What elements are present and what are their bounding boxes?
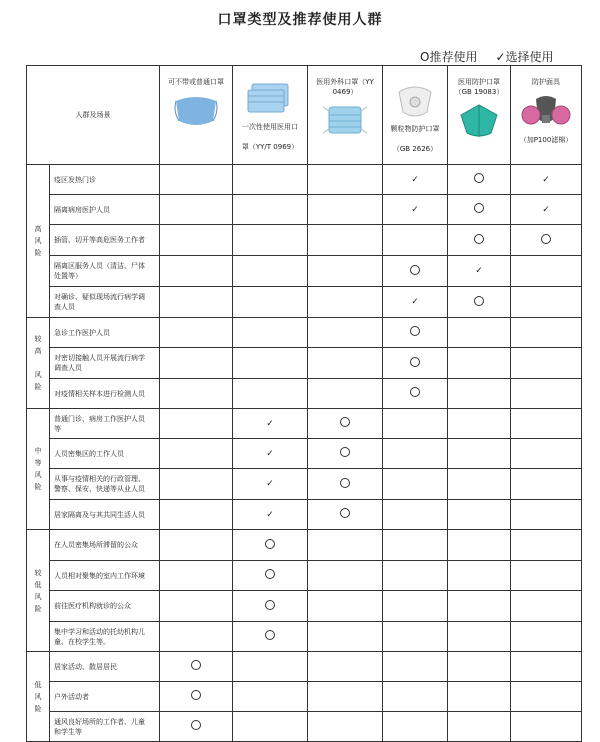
mask-header-2 xyxy=(308,66,383,165)
mark-cell xyxy=(308,500,383,530)
risk-category: 较 低 风 险 xyxy=(27,530,50,652)
recommended-circle-icon xyxy=(410,357,420,367)
mark-cell xyxy=(233,500,308,530)
mark-cell xyxy=(383,348,448,379)
mark-cell xyxy=(233,469,308,500)
risk-category: 中 等 风 险 xyxy=(27,409,50,530)
mark-cell xyxy=(308,225,383,256)
risk-category: 较 高 风 险 xyxy=(27,318,50,409)
mark-cell xyxy=(160,591,233,622)
mask-header-0 xyxy=(160,66,233,165)
mark-cell xyxy=(383,287,448,318)
legend xyxy=(420,48,554,65)
mark-cell xyxy=(308,622,383,652)
mark-cell xyxy=(383,439,448,469)
scenario-cell: 疫区发热门诊 xyxy=(50,165,160,195)
scenario-cell: 插管、切开等高危医务工作者 xyxy=(50,225,160,256)
mark-cell xyxy=(511,348,582,379)
mark-cell xyxy=(308,561,383,591)
mark-cell xyxy=(448,712,511,742)
table-row xyxy=(27,591,582,622)
mark-cell xyxy=(448,652,511,682)
mark-cell xyxy=(383,409,448,439)
mask-header-3 xyxy=(383,66,448,165)
legend-recommended: O推荐使用 xyxy=(420,50,478,64)
mask-standard: （加P100滤棉） xyxy=(519,136,573,144)
mark-cell xyxy=(448,439,511,469)
mark-cell xyxy=(448,530,511,561)
table-row xyxy=(27,652,582,682)
scenario-cell: 对密切接触人员开展流行病学 调查人员 xyxy=(50,348,160,379)
mark-cell xyxy=(511,469,582,500)
mark-cell xyxy=(160,622,233,652)
recommended-circle-icon xyxy=(191,660,201,670)
recommended-circle-icon xyxy=(191,690,201,700)
mark-cell xyxy=(511,439,582,469)
recommended-circle-icon xyxy=(265,539,275,549)
mask-image-icon xyxy=(308,101,382,139)
scenario-cell: 对疫情相关样本进行检测人员 xyxy=(50,379,160,409)
mark-cell xyxy=(308,712,383,742)
optional-check-icon: ✓ xyxy=(542,174,550,185)
mark-cell xyxy=(383,469,448,500)
scenario-cell: 集中学习和活动的托幼机构儿 童、在校学生等。 xyxy=(50,622,160,652)
table-row xyxy=(27,622,582,652)
mask-header-1 xyxy=(233,66,308,165)
scenario-cell: 居家隔离及与其共同生活人员 xyxy=(50,500,160,530)
mark-cell xyxy=(233,712,308,742)
table-row xyxy=(27,225,582,256)
mask-name: 医用外科口罩（YY 0469） xyxy=(316,78,374,96)
table-row xyxy=(27,530,582,561)
recommended-circle-icon xyxy=(340,508,350,518)
risk-category: 高 风 险 xyxy=(27,165,50,318)
table-row xyxy=(27,712,582,742)
mark-cell xyxy=(448,165,511,195)
mark-cell xyxy=(383,318,448,348)
optional-check-icon: ✓ xyxy=(266,479,274,489)
mask-image-icon xyxy=(233,80,307,118)
mark-cell xyxy=(383,256,448,287)
mark-cell xyxy=(448,409,511,439)
mark-cell xyxy=(308,379,383,409)
mark-cell xyxy=(511,256,582,287)
header-row xyxy=(27,66,582,165)
table-row xyxy=(27,409,582,439)
recommended-circle-icon xyxy=(265,600,275,610)
mark-cell xyxy=(308,591,383,622)
mark-cell xyxy=(511,287,582,318)
mark-cell xyxy=(233,652,308,682)
mark-cell xyxy=(383,195,448,225)
mark-cell xyxy=(160,379,233,409)
mark-cell xyxy=(448,379,511,409)
mark-cell xyxy=(160,409,233,439)
recommended-circle-icon xyxy=(541,234,551,244)
mark-cell xyxy=(160,287,233,318)
mark-cell xyxy=(511,591,582,622)
recommended-circle-icon xyxy=(410,387,420,397)
population-label: 人群及场景 xyxy=(75,111,111,119)
legend-optional: ✓选择使用 xyxy=(495,50,554,64)
mark-cell xyxy=(308,195,383,225)
mark-cell xyxy=(383,712,448,742)
optional-check-icon: ✓ xyxy=(266,418,274,429)
mark-cell xyxy=(383,379,448,409)
recommended-circle-icon xyxy=(340,478,350,488)
mark-cell xyxy=(383,225,448,256)
mark-cell xyxy=(233,225,308,256)
optional-check-icon: ✓ xyxy=(266,448,274,459)
recommended-circle-icon xyxy=(340,447,350,457)
mark-cell xyxy=(233,318,308,348)
mark-cell xyxy=(383,591,448,622)
mark-cell xyxy=(233,348,308,379)
table-row xyxy=(27,561,582,591)
mask-name: 可不带或普通口罩 xyxy=(168,78,224,86)
mark-cell xyxy=(160,256,233,287)
optional-check-icon: ✓ xyxy=(411,174,419,185)
mark-cell xyxy=(160,318,233,348)
mark-cell xyxy=(383,682,448,712)
scenario-cell: 人员相对聚集的室内工作环境 xyxy=(50,561,160,591)
scenario-cell: 从事与疫情相关的行政管理、 警察、保安、快递等从业人员 xyxy=(50,469,160,500)
optional-check-icon: ✓ xyxy=(411,297,419,307)
scenario-cell: 户外活动者 xyxy=(50,682,160,712)
mark-cell xyxy=(308,318,383,348)
scenario-cell: 隔离区服务人员（清洁、尸体 处置等） xyxy=(50,256,160,287)
mark-cell xyxy=(160,712,233,742)
table-row xyxy=(27,500,582,530)
mark-cell xyxy=(233,165,308,195)
mark-cell xyxy=(308,652,383,682)
table-row xyxy=(27,165,582,195)
mark-cell xyxy=(160,500,233,530)
mark-cell xyxy=(308,439,383,469)
recommended-circle-icon xyxy=(474,234,484,244)
table-row xyxy=(27,195,582,225)
mark-cell xyxy=(233,409,308,439)
mark-cell xyxy=(233,591,308,622)
mark-cell xyxy=(448,348,511,379)
scenario-cell: 人员密集区的工作人员 xyxy=(50,439,160,469)
risk-category: 低 风 险 xyxy=(27,652,50,742)
mask-name: 医用防护口罩 （GB 19083） xyxy=(454,78,504,96)
mask-image-icon xyxy=(383,80,447,120)
recommended-circle-icon xyxy=(474,173,484,183)
mark-cell xyxy=(160,225,233,256)
mark-cell xyxy=(511,682,582,712)
mark-cell xyxy=(233,379,308,409)
mark-cell xyxy=(511,530,582,561)
mark-cell xyxy=(448,469,511,500)
mark-cell xyxy=(448,225,511,256)
mark-cell xyxy=(511,409,582,439)
mark-cell xyxy=(160,165,233,195)
mark-cell xyxy=(308,256,383,287)
mark-cell xyxy=(448,561,511,591)
mark-cell xyxy=(160,195,233,225)
mark-cell xyxy=(233,682,308,712)
mask-recommendation-table xyxy=(26,65,582,742)
mark-cell xyxy=(160,530,233,561)
mark-cell xyxy=(160,652,233,682)
scenario-cell: 通风良好场所的工作者、儿童 和学生等 xyxy=(50,712,160,742)
mark-cell xyxy=(448,287,511,318)
scenario-cell: 隔离病房医护人员 xyxy=(50,195,160,225)
mark-cell xyxy=(511,225,582,256)
population-header xyxy=(27,66,160,165)
optional-check-icon: ✓ xyxy=(542,204,550,215)
mark-cell xyxy=(308,682,383,712)
mark-cell xyxy=(383,622,448,652)
page-title: 口罩类型及推荐使用人群 xyxy=(217,12,383,28)
recommended-circle-icon xyxy=(340,417,350,427)
mark-cell xyxy=(233,561,308,591)
scenario-cell: 对确诊、疑似现场流行病学调 查人员 xyxy=(50,287,160,318)
mark-cell xyxy=(511,195,582,225)
recommended-circle-icon xyxy=(474,296,484,306)
recommended-circle-icon xyxy=(265,630,275,640)
table-row xyxy=(27,318,582,348)
scenario-cell: 前往医疗机构就诊的公众 xyxy=(50,591,160,622)
table-row xyxy=(27,256,582,287)
mark-cell xyxy=(308,348,383,379)
mark-cell xyxy=(160,348,233,379)
scenario-cell: 急诊工作医护人员 xyxy=(50,318,160,348)
mark-cell xyxy=(160,682,233,712)
mark-cell xyxy=(233,256,308,287)
optional-check-icon: ✓ xyxy=(475,266,483,276)
table-row xyxy=(27,439,582,469)
mark-cell xyxy=(511,318,582,348)
table-row xyxy=(27,379,582,409)
mark-cell xyxy=(383,561,448,591)
optional-check-icon: ✓ xyxy=(411,204,419,215)
mark-cell xyxy=(233,530,308,561)
mask-name: 防护面具 xyxy=(532,78,560,86)
mask-image-icon xyxy=(448,101,510,141)
mark-cell xyxy=(511,379,582,409)
mark-cell xyxy=(233,195,308,225)
table-row xyxy=(27,469,582,500)
scenario-cell: 普通门诊、病房工作医护人员 等 xyxy=(50,409,160,439)
mark-cell xyxy=(308,409,383,439)
mask-header-4 xyxy=(448,66,511,165)
mark-cell xyxy=(233,439,308,469)
mark-cell xyxy=(383,165,448,195)
mark-cell xyxy=(511,500,582,530)
mark-cell xyxy=(308,165,383,195)
table-row xyxy=(27,348,582,379)
mark-cell xyxy=(511,712,582,742)
mask-image-icon xyxy=(511,91,581,131)
mark-cell xyxy=(511,561,582,591)
table-row xyxy=(27,682,582,712)
mark-cell xyxy=(448,682,511,712)
mark-cell xyxy=(511,622,582,652)
mark-cell xyxy=(308,287,383,318)
recommended-circle-icon xyxy=(265,569,275,579)
scenario-cell: 在人员密集场所滞留的公众 xyxy=(50,530,160,561)
mask-image-icon xyxy=(160,91,232,129)
mark-cell xyxy=(448,318,511,348)
mark-cell xyxy=(448,500,511,530)
mark-cell xyxy=(448,622,511,652)
recommended-circle-icon xyxy=(474,203,484,213)
recommended-circle-icon xyxy=(410,326,420,336)
mark-cell xyxy=(383,530,448,561)
mark-cell xyxy=(511,652,582,682)
mark-cell xyxy=(160,561,233,591)
mark-cell xyxy=(511,165,582,195)
recommended-circle-icon xyxy=(410,265,420,275)
mark-cell xyxy=(448,256,511,287)
mark-cell xyxy=(383,652,448,682)
mark-cell xyxy=(160,439,233,469)
mark-cell xyxy=(448,195,511,225)
mask-standard: 一次性使用医用口 罩（YY/T 0969） xyxy=(241,123,299,151)
mark-cell xyxy=(233,287,308,318)
mark-cell xyxy=(383,500,448,530)
mark-cell xyxy=(308,530,383,561)
table-row xyxy=(27,287,582,318)
scenario-cell: 居家活动、散居居民 xyxy=(50,652,160,682)
optional-check-icon: ✓ xyxy=(266,509,274,520)
mark-cell xyxy=(308,469,383,500)
mark-cell xyxy=(233,622,308,652)
mark-cell xyxy=(160,469,233,500)
mask-standard: 颗粒物防护口罩 （GB 2626） xyxy=(390,125,440,153)
mask-header-5 xyxy=(511,66,582,165)
mark-cell xyxy=(448,591,511,622)
